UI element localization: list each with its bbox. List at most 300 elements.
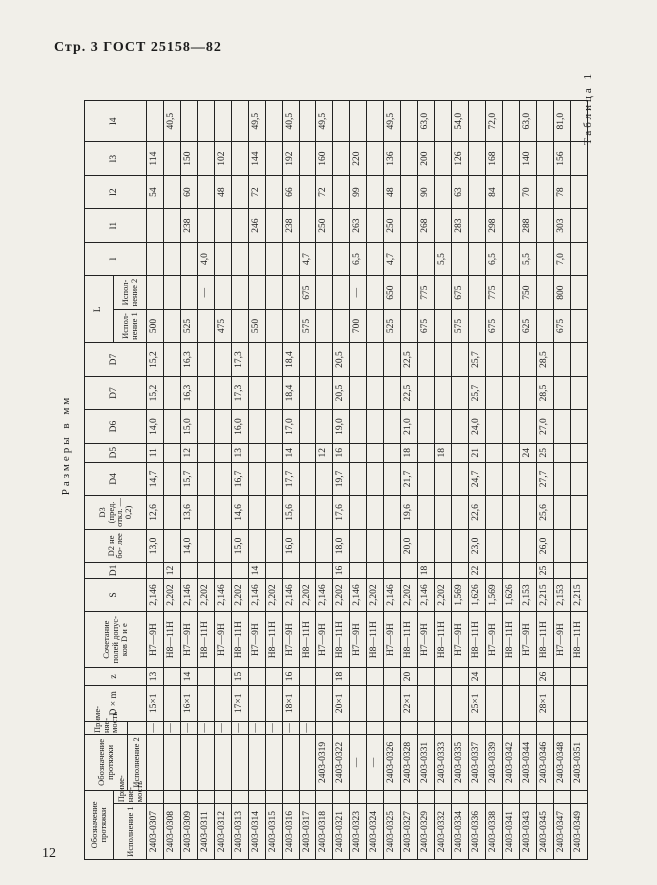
- cell-oboz2: [265, 735, 282, 791]
- cell-l4: [469, 101, 486, 142]
- cell-l: 7,0: [553, 242, 570, 275]
- cell-l1: [469, 209, 486, 242]
- cell-z: [435, 668, 452, 686]
- cell-s: 1,626: [502, 578, 519, 611]
- table-title: Таблица 1: [582, 70, 594, 146]
- cell-l: [214, 242, 231, 275]
- cell-l: [248, 242, 265, 275]
- cell-l-isp2: 750: [519, 276, 536, 309]
- cell-d3: [570, 496, 587, 529]
- cell-prim1: [333, 790, 350, 803]
- cell-l-isp1: 550: [248, 309, 265, 342]
- cell-oboz2: 2403-0344: [519, 735, 536, 791]
- cell-soch: H7—9H: [180, 612, 197, 668]
- cell-l4: 49,5: [384, 101, 401, 142]
- cell-prim1: [452, 790, 469, 803]
- cell-d6: 17,0: [282, 410, 299, 443]
- cell-l4: [180, 101, 197, 142]
- cell-l4: [401, 101, 418, 142]
- cell-l-isp1: [435, 309, 452, 342]
- cell-l1: 283: [452, 209, 469, 242]
- cell-s: 2,146: [180, 578, 197, 611]
- cell-soch: H8—11H: [265, 612, 282, 668]
- cell-l-isp2: [231, 276, 248, 309]
- cell-z: 15: [231, 668, 248, 686]
- cell-s: 2,146: [418, 578, 435, 611]
- cell-s: 2,146: [214, 578, 231, 611]
- col-header-prim1: Приме- няе- мость: [114, 790, 147, 803]
- cell-soch: H8—11H: [401, 612, 418, 668]
- cell-soch: H7—9H: [248, 612, 265, 668]
- cell-oboz1: 2403-0343: [519, 804, 536, 860]
- cell-z: [367, 668, 384, 686]
- cell-d6: [519, 410, 536, 443]
- cell-d8: 17,3: [231, 343, 248, 376]
- cell-z: [452, 668, 469, 686]
- cell-l3: [401, 142, 418, 175]
- cell-l-isp1: 700: [350, 309, 367, 342]
- cell-s: 2,202: [401, 578, 418, 611]
- cell-l3: 160: [316, 142, 333, 175]
- col-header-l3: l3: [85, 142, 147, 175]
- cell-d8: [553, 343, 570, 376]
- cell-dxm: [553, 685, 570, 721]
- cell-s: 2,202: [265, 578, 282, 611]
- cell-oboz2: 2403-0351: [570, 735, 587, 791]
- cell-d5: [418, 443, 435, 462]
- cell-prim2: [367, 721, 384, 734]
- cell-l-isp2: [180, 276, 197, 309]
- cell-d1: [570, 563, 587, 579]
- cell-z: 13: [146, 668, 163, 686]
- cell-l3: 192: [282, 142, 299, 175]
- cell-d6: [384, 410, 401, 443]
- cell-d3: [486, 496, 503, 529]
- cell-oboz2: [163, 735, 180, 791]
- cell-d8: [435, 343, 452, 376]
- cell-d7: [418, 376, 435, 409]
- cell-l: 6,5: [350, 242, 367, 275]
- cell-d5: [197, 443, 214, 462]
- cell-d3: [367, 496, 384, 529]
- table-row: [180, 101, 197, 860]
- cell-oboz2: 2403-0326: [384, 735, 401, 791]
- cell-l2: 66: [282, 175, 299, 208]
- cell-l3: 136: [384, 142, 401, 175]
- cell-d5: [570, 443, 587, 462]
- cell-l1: 250: [316, 209, 333, 242]
- cell-d2: [452, 529, 469, 562]
- cell-d3: 14,6: [231, 496, 248, 529]
- cell-l3: [231, 142, 248, 175]
- cell-d2: [502, 529, 519, 562]
- cell-l-isp2: [214, 276, 231, 309]
- page-header: Стр. 3 ГОСТ 25158—82: [54, 40, 222, 55]
- cell-soch: H7—9H: [486, 612, 503, 668]
- cell-oboz2: 2403-0348: [553, 735, 570, 791]
- cell-soch: H7—9H: [418, 612, 435, 668]
- cell-dxm: [316, 685, 333, 721]
- cell-soch: H7—9H: [384, 612, 401, 668]
- cell-d2: [553, 529, 570, 562]
- cell-d8: [248, 343, 265, 376]
- cell-d1: [197, 563, 214, 579]
- cell-oboz2: 2403-0328: [401, 735, 418, 791]
- cell-prim1: [248, 790, 265, 803]
- cell-d6: [316, 410, 333, 443]
- cell-prim1: [519, 790, 536, 803]
- cell-d4: [265, 462, 282, 495]
- cell-l2: 60: [180, 175, 197, 208]
- col-header-prim2: Приме- няе- мость: [85, 721, 128, 734]
- cell-d2: 26,0: [536, 529, 553, 562]
- cell-oboz1: 2403-0321: [333, 804, 350, 860]
- cell-l: [502, 242, 519, 275]
- cell-d3: [418, 496, 435, 529]
- cell-s: 2,153: [519, 578, 536, 611]
- cell-oboz1: 2403-0327: [401, 804, 418, 860]
- cell-l-isp1: [316, 309, 333, 342]
- cell-d1: 12: [163, 563, 180, 579]
- cell-l4: [536, 101, 553, 142]
- cell-d5: 16: [333, 443, 350, 462]
- cell-oboz2: 2403-0319: [316, 735, 333, 791]
- cell-prim2: [418, 721, 435, 734]
- cell-oboz1: 2403-0313: [231, 804, 248, 860]
- cell-d1: [435, 563, 452, 579]
- cell-l: [231, 242, 248, 275]
- cell-d1: 22: [469, 563, 486, 579]
- cell-z: [248, 668, 265, 686]
- cell-oboz1: 2403-0329: [418, 804, 435, 860]
- cell-l4: [214, 101, 231, 142]
- cell-prim2: —: [214, 721, 231, 734]
- cell-l: 6,5: [486, 242, 503, 275]
- cell-d8: [163, 343, 180, 376]
- table-row: [231, 101, 248, 860]
- cell-d1: [502, 563, 519, 579]
- cell-d5: 25: [536, 443, 553, 462]
- cell-z: 18: [333, 668, 350, 686]
- cell-l4: [333, 101, 350, 142]
- cell-soch: H8—11H: [231, 612, 248, 668]
- cell-d4: 24,7: [469, 462, 486, 495]
- rotated-table-container: [84, 100, 588, 860]
- cell-d1: [486, 563, 503, 579]
- cell-l2: 63: [452, 175, 469, 208]
- cell-d3: [435, 496, 452, 529]
- cell-d1: [180, 563, 197, 579]
- cell-prim2: [316, 721, 333, 734]
- cell-d7: [553, 376, 570, 409]
- cell-dxm: 25×1: [469, 685, 486, 721]
- dimensions-caption: Размеры в мм: [60, 394, 72, 496]
- cell-l3: [163, 142, 180, 175]
- cell-d5: [299, 443, 316, 462]
- cell-d6: [486, 410, 503, 443]
- cell-l2: 72: [248, 175, 265, 208]
- cell-d6: 16,0: [231, 410, 248, 443]
- cell-d7: [384, 376, 401, 409]
- cell-oboz2: [146, 735, 163, 791]
- cell-l1: [570, 209, 587, 242]
- table-row: [299, 101, 316, 860]
- cell-oboz1: 2403-0338: [486, 804, 503, 860]
- cell-d5: 12: [316, 443, 333, 462]
- cell-s: 2,202: [299, 578, 316, 611]
- cell-d4: [350, 462, 367, 495]
- cell-l1: [367, 209, 384, 242]
- cell-d1: [401, 563, 418, 579]
- cell-dxm: 15×1: [146, 685, 163, 721]
- cell-soch: H7—9H: [553, 612, 570, 668]
- col-header-l-group: L: [85, 276, 114, 343]
- cell-l1: 250: [384, 209, 401, 242]
- cell-d3: [384, 496, 401, 529]
- cell-dxm: [435, 685, 452, 721]
- cell-l2: [367, 175, 384, 208]
- cell-d4: [384, 462, 401, 495]
- cell-d7: [452, 376, 469, 409]
- cell-l4: [265, 101, 282, 142]
- cell-l-isp2: [265, 276, 282, 309]
- cell-l1: [435, 209, 452, 242]
- cell-d7: [299, 376, 316, 409]
- cell-prim1: [502, 790, 519, 803]
- cell-l3: [469, 142, 486, 175]
- cell-d4: [197, 462, 214, 495]
- cell-l2: [333, 175, 350, 208]
- cell-d1: 18: [418, 563, 435, 579]
- cell-d2: [418, 529, 435, 562]
- cell-z: [570, 668, 587, 686]
- cell-d6: [299, 410, 316, 443]
- col-header-d7: D7: [85, 376, 147, 409]
- cell-dxm: 20×1: [333, 685, 350, 721]
- cell-d4: [299, 462, 316, 495]
- cell-l-isp2: [316, 276, 333, 309]
- cell-oboz2: 2403-0322: [333, 735, 350, 791]
- cell-d5: 11: [146, 443, 163, 462]
- cell-d5: 18: [401, 443, 418, 462]
- cell-dxm: [502, 685, 519, 721]
- cell-l2: 48: [384, 175, 401, 208]
- cell-d7: [316, 376, 333, 409]
- cell-d6: [350, 410, 367, 443]
- cell-d3: 25,6: [536, 496, 553, 529]
- cell-d1: [265, 563, 282, 579]
- cell-l2: [435, 175, 452, 208]
- table-row: [401, 101, 418, 860]
- cell-l2: [570, 175, 587, 208]
- cell-d2: 13,0: [146, 529, 163, 562]
- cell-l3: [367, 142, 384, 175]
- cell-d6: [553, 410, 570, 443]
- cell-oboz2: 2403-0339: [486, 735, 503, 791]
- cell-prim1: [282, 790, 299, 803]
- cell-soch: H7—9H: [350, 612, 367, 668]
- cell-oboz2: [231, 735, 248, 791]
- cell-d3: [502, 496, 519, 529]
- table-row: [418, 101, 435, 860]
- cell-l1: [146, 209, 163, 242]
- table-row: [452, 101, 469, 860]
- cell-d7: [367, 376, 384, 409]
- cell-l-isp2: [367, 276, 384, 309]
- cell-l2: [536, 175, 553, 208]
- cell-l2: [502, 175, 519, 208]
- cell-d8: 20,5: [333, 343, 350, 376]
- cell-d2: [197, 529, 214, 562]
- cell-dxm: 22×1: [401, 685, 418, 721]
- cell-d1: [231, 563, 248, 579]
- cell-d6: 14,0: [146, 410, 163, 443]
- col-header-d5: D5: [85, 443, 147, 462]
- table-row: [486, 101, 503, 860]
- cell-l-isp2: 650: [384, 276, 401, 309]
- cell-dxm: [418, 685, 435, 721]
- cell-l3: [536, 142, 553, 175]
- cell-prim1: [350, 790, 367, 803]
- cell-prim2: —: [231, 721, 248, 734]
- cell-prim2: [519, 721, 536, 734]
- cell-d6: 21,0: [401, 410, 418, 443]
- cell-d1: [146, 563, 163, 579]
- table-row: [333, 101, 350, 860]
- cell-l4: 40,5: [163, 101, 180, 142]
- cell-prim2: [452, 721, 469, 734]
- cell-l: 5,5: [435, 242, 452, 275]
- cell-l4: [367, 101, 384, 142]
- cell-s: 1,626: [469, 578, 486, 611]
- cell-l-isp2: [248, 276, 265, 309]
- cell-z: 24: [469, 668, 486, 686]
- cell-s: 2,202: [435, 578, 452, 611]
- table-row: [265, 101, 282, 860]
- cell-l: [163, 242, 180, 275]
- cell-d5: [248, 443, 265, 462]
- cell-l4: [350, 101, 367, 142]
- cell-l2: [401, 175, 418, 208]
- cell-oboz1: 2403-0316: [282, 804, 299, 860]
- cell-z: [350, 668, 367, 686]
- cell-d2: 18,0: [333, 529, 350, 562]
- table-row: [146, 101, 163, 860]
- cell-l2: 72: [316, 175, 333, 208]
- cell-d2: [214, 529, 231, 562]
- cell-d1: [214, 563, 231, 579]
- cell-oboz2: [180, 735, 197, 791]
- cell-d2: 14,0: [180, 529, 197, 562]
- col-header-l: l: [85, 242, 147, 275]
- cell-dxm: [519, 685, 536, 721]
- cell-soch: H8—11H: [570, 612, 587, 668]
- cell-l: 4,7: [384, 242, 401, 275]
- cell-d3: [553, 496, 570, 529]
- cell-d3: [519, 496, 536, 529]
- cell-l-isp2: [282, 276, 299, 309]
- cell-l4: [231, 101, 248, 142]
- cell-oboz1: 2403-0315: [265, 804, 282, 860]
- cell-prim1: [435, 790, 452, 803]
- table-row: [197, 101, 214, 860]
- cell-d4: [214, 462, 231, 495]
- cell-prim1: [231, 790, 248, 803]
- cell-l3: 140: [519, 142, 536, 175]
- cell-s: 2,215: [536, 578, 553, 611]
- cell-d8: 15,2: [146, 343, 163, 376]
- cell-l4: [435, 101, 452, 142]
- cell-z: 20: [401, 668, 418, 686]
- cell-d2: [265, 529, 282, 562]
- cell-prim2: [401, 721, 418, 734]
- cell-s: 2,202: [163, 578, 180, 611]
- cell-soch: H7—9H: [146, 612, 163, 668]
- table-row: [248, 101, 265, 860]
- cell-l-isp2: [401, 276, 418, 309]
- cell-l-isp1: [367, 309, 384, 342]
- col-header-l-isp1: Испол- нение 1: [114, 309, 147, 342]
- cell-d1: [452, 563, 469, 579]
- col-header-l2: l2: [85, 175, 147, 208]
- cell-l2: [163, 175, 180, 208]
- cell-d1: 16: [333, 563, 350, 579]
- cell-s: 2,146: [282, 578, 299, 611]
- cell-d4: 14,7: [146, 462, 163, 495]
- cell-d1: [367, 563, 384, 579]
- cell-d1: [316, 563, 333, 579]
- cell-prim1: [486, 790, 503, 803]
- cell-soch: H8—11H: [299, 612, 316, 668]
- cell-soch: H8—11H: [163, 612, 180, 668]
- cell-s: 2,146: [350, 578, 367, 611]
- cell-oboz2: 2403-0346: [536, 735, 553, 791]
- cell-oboz1: 2403-0318: [316, 804, 333, 860]
- cell-l1: [214, 209, 231, 242]
- cell-l2: [469, 175, 486, 208]
- cell-oboz1: 2403-0312: [214, 804, 231, 860]
- cell-dxm: 28×1: [536, 685, 553, 721]
- cell-prim1: [401, 790, 418, 803]
- cell-d5: 21: [469, 443, 486, 462]
- cell-l-isp1: [570, 309, 587, 342]
- cell-d4: 15,7: [180, 462, 197, 495]
- cell-d7: 18,4: [282, 376, 299, 409]
- col-header-d1: D1: [85, 563, 147, 579]
- cell-oboz2: 2403-0342: [502, 735, 519, 791]
- cell-l-isp1: 575: [452, 309, 469, 342]
- cell-l-isp2: 800: [553, 276, 570, 309]
- cell-d3: [299, 496, 316, 529]
- cell-l3: 220: [350, 142, 367, 175]
- table-row: [570, 101, 587, 860]
- cell-d3: 19,6: [401, 496, 418, 529]
- cell-l-isp1: [282, 309, 299, 342]
- cell-l-isp2: [502, 276, 519, 309]
- cell-l-isp1: [401, 309, 418, 342]
- cell-d4: [502, 462, 519, 495]
- cell-prim1: [570, 790, 587, 803]
- cell-l1: [333, 209, 350, 242]
- cell-d2: [316, 529, 333, 562]
- cell-oboz1: 2403-0323: [350, 804, 367, 860]
- col-header-isp1: Исполнение 1: [114, 804, 147, 860]
- cell-dxm: [350, 685, 367, 721]
- cell-prim1: [163, 790, 180, 803]
- cell-l3: 200: [418, 142, 435, 175]
- cell-l-isp2: [536, 276, 553, 309]
- col-header-d4: D4: [85, 462, 147, 495]
